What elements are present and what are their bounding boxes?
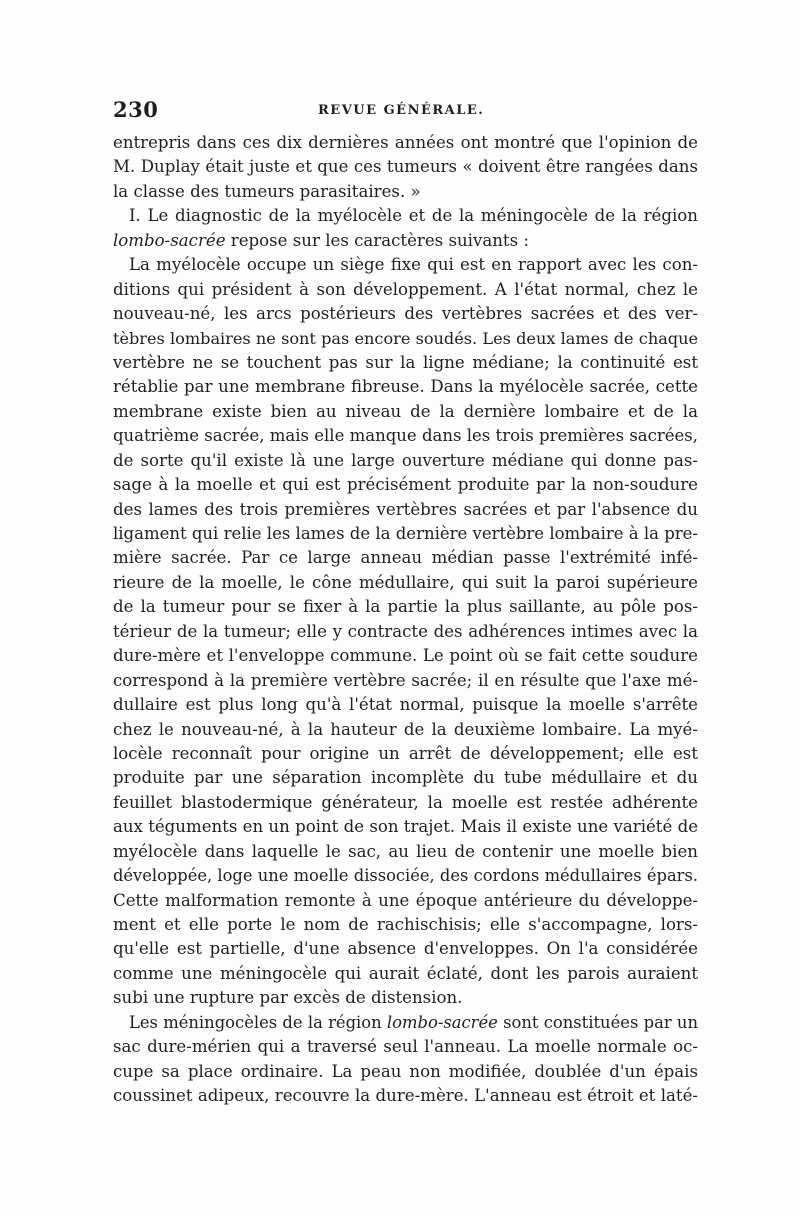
page-number: 230 [113, 97, 159, 122]
text-line [113, 1011, 698, 1035]
text-segment: Cette malformation remonte à une époque antérieure du développe- [113, 890, 698, 910]
text-segment: aux téguments en un point de son trajet. Mais il existe une variété de [113, 817, 698, 837]
text-line [113, 889, 698, 913]
text-segment: repose sur les caractères suivants : [225, 230, 529, 250]
text-line [113, 1060, 698, 1084]
text-line [113, 253, 698, 277]
text-segment: M. Duplay était juste et que ces tumeurs « doivent être rangées dans [113, 157, 698, 177]
text-segment: développée, loge une moelle dissociée, des cordons médullaires épars. [113, 866, 698, 886]
text-segment: la classe des tumeurs parasitaires. » [113, 181, 421, 201]
text-line [113, 180, 698, 204]
text-segment: ligament qui relie les lames de la dernière vertèbre lombaire à la pre- [113, 524, 698, 543]
page-header [113, 95, 698, 125]
text-segment: mière sacrée. Par ce large anneau médian passe l'extrémité infé- [113, 548, 698, 568]
text-line [113, 400, 698, 424]
text-segment: de la tumeur pour se fixer à la partie la plus saillante, au pôle pos- [113, 597, 698, 617]
text-line [113, 473, 698, 497]
body-text [113, 131, 698, 1109]
text-line [113, 962, 698, 986]
text-line [113, 424, 698, 448]
text-line [113, 278, 698, 302]
text-line [113, 522, 698, 546]
text-line [113, 791, 698, 815]
text-segment: sont constituées par un [497, 1012, 698, 1032]
text-line [113, 913, 698, 937]
text-line [113, 571, 698, 595]
text-segment: sage à la moelle et qui est précisément produite par la non-soudure [113, 475, 698, 495]
text-segment: nouveau-né, les arcs postérieurs des vertèbres sacrées et des ver- [113, 304, 698, 324]
text-line [113, 742, 698, 766]
text-segment: feuillet blastodermique générateur, la moelle est restée adhérente [113, 792, 698, 812]
text-line [113, 718, 698, 742]
text-segment: qu'elle est partielle, d'une absence d'enveloppes. On l'a considérée [113, 939, 698, 959]
text-line [113, 449, 698, 473]
text-segment: entrepris dans ces dix dernières années ont montré que l'opinion de [113, 133, 698, 152]
text-segment: La myélocèle occupe un siège fixe qui est en rapport avec les con- [129, 255, 698, 275]
text-segment: térieur de la tumeur; elle y contracte des adhérences intimes avec la [113, 621, 698, 641]
running-title: REVUE GÉNÉRALE. [318, 103, 485, 118]
text-line [113, 351, 698, 375]
text-segment: tèbres lombaires ne sont pas encore soudés. Les deux lames de chaque [113, 328, 698, 348]
text-line [113, 204, 698, 228]
text-segment: rieure de la moelle, le cône médullaire, qui suit la paroi supérieure [113, 572, 698, 592]
text-line [113, 131, 698, 155]
text-segment: de sorte qu'il existe là une large ouverture médiane qui donne pas- [113, 450, 698, 470]
text-segment: membrane existe bien au niveau de la dernière lombaire et de la [113, 401, 698, 421]
text-line [113, 669, 698, 693]
text-segment: locèle reconnaît pour origine un arrêt de développement; elle est [113, 743, 698, 763]
text-line [113, 644, 698, 668]
text-segment: myélocèle dans laquelle le sac, au lieu de contenir une moelle bien [113, 841, 698, 861]
text-line [113, 815, 698, 839]
text-segment: des lames des trois premières vertèbres sacrées et par l'absence du [113, 499, 698, 519]
text-segment: quatrième sacrée, mais elle manque dans les trois premières sacrées, [113, 426, 698, 446]
text-segment: subi une rupture par excès de distension. [113, 988, 463, 1008]
text-line [113, 375, 698, 399]
text-line [113, 1035, 698, 1059]
text-segment: vertèbre ne se touchent pas sur la ligne médiane; la continuité est [113, 352, 698, 372]
text-line [113, 327, 698, 351]
text-line [113, 498, 698, 522]
text-segment: correspond à la première vertèbre sacrée; il en résulte que l'axe mé- [113, 670, 698, 690]
text-line [113, 766, 698, 790]
text-segment: Les méningocèles de la région [129, 1012, 387, 1032]
text-line [113, 546, 698, 570]
text-line [113, 840, 698, 864]
text-line [113, 1084, 698, 1108]
text-segment: dure-mère et l'enveloppe commune. Le point où se fait cette soudure [113, 646, 698, 666]
text-segment: ment et elle porte le nom de rachischisis; elle s'accompagne, lors- [113, 915, 698, 934]
text-segment: cupe sa place ordinaire. La peau non modifiée, doublée d'un épais [113, 1061, 698, 1081]
text-segment: rétablie par une membrane fibreuse. Dans la myélocèle sacrée, cette [113, 377, 698, 397]
text-segment: comme une méningocèle qui aurait éclaté, dont les parois auraient [113, 963, 698, 983]
text-segment: ditions qui président à son développement. A l'état normal, chez le [113, 279, 698, 299]
text-segment: coussinet adipeux, recouvre la dure-mère. L'anneau est étroit et laté- [113, 1086, 698, 1106]
text-segment: sac dure-mérien qui a traversé seul l'anneau. La moelle normale oc- [113, 1037, 698, 1057]
text-segment: chez le nouveau-né, à la hauteur de la deuxième lombaire. La myé- [113, 719, 698, 739]
text-line [113, 302, 698, 326]
text-line [113, 155, 698, 179]
text-line [113, 620, 698, 644]
text-segment: I. Le diagnostic de la myélocèle et de la méningocèle de la région [129, 206, 698, 226]
text-line [113, 229, 698, 253]
text-line [113, 864, 698, 888]
text-line [113, 595, 698, 619]
text-line [113, 693, 698, 717]
italic-text: lombo-sacrée [386, 1012, 498, 1032]
italic-text: lombo-sacrée [113, 230, 226, 250]
text-segment: dullaire est plus long qu'à l'état normal, puisque la moelle s'arrête [113, 695, 698, 715]
text-line [113, 937, 698, 961]
text-line [113, 986, 698, 1010]
text-segment: produite par une séparation incomplète du tube médullaire et du [113, 768, 698, 788]
